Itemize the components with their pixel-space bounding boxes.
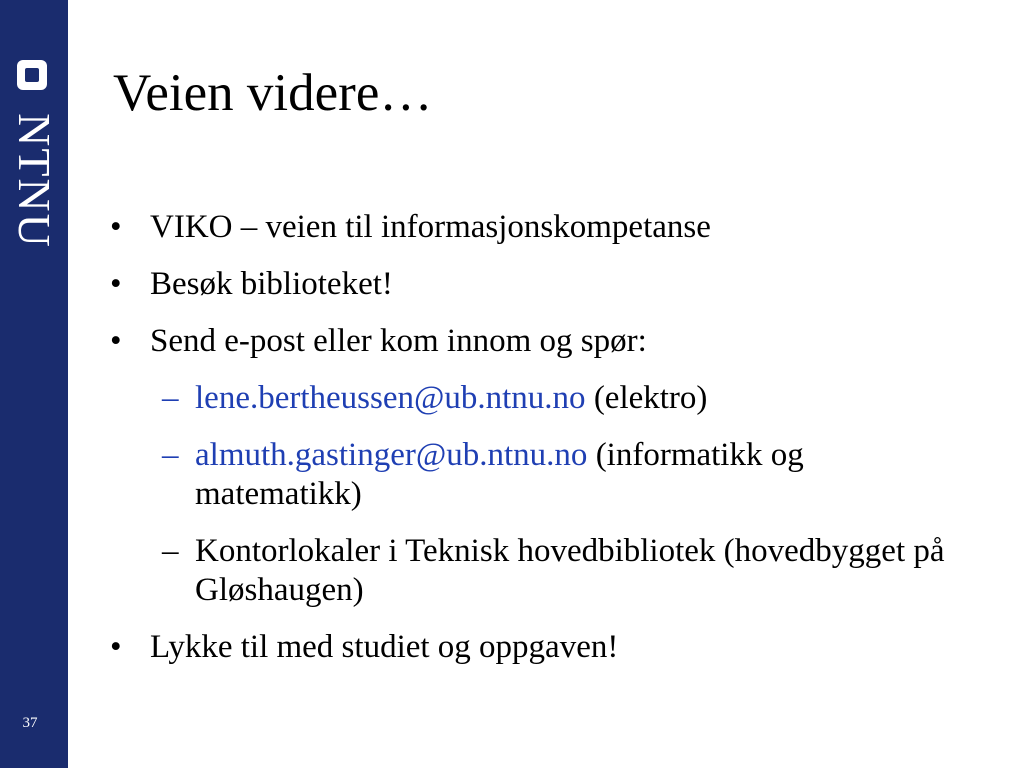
bullet-marker: • xyxy=(110,323,122,359)
sidebar xyxy=(0,0,68,768)
slide-content xyxy=(110,208,970,685)
email-link-lene[interactable]: lene.bertheussen@ub.ntnu.no xyxy=(195,380,586,416)
slide-title: Veien videre… xyxy=(113,64,433,122)
sub-marker: – xyxy=(162,380,179,416)
ntnu-logo xyxy=(9,96,61,266)
bullet-marker: • xyxy=(110,209,122,245)
bullet-text: VIKO – veien til informasjonskompetanse xyxy=(150,209,711,245)
bullet-item xyxy=(110,322,970,361)
bullet-text: Besøk biblioteket! xyxy=(150,266,393,302)
sub-item xyxy=(110,379,970,418)
sub-item xyxy=(110,532,970,610)
bullet-text: Send e-post eller kom innom og spør: xyxy=(150,323,647,359)
bullet-marker: • xyxy=(110,629,122,665)
sub-item xyxy=(110,436,970,514)
bullet-item xyxy=(110,628,970,667)
bullet-item xyxy=(110,265,970,304)
sub-item-text: (informatikk og matematikk) xyxy=(195,437,804,512)
ntnu-logo-text: NTNU xyxy=(9,113,61,249)
page-number: 37 xyxy=(22,715,38,731)
bullet-marker: • xyxy=(110,266,122,302)
sub-marker: – xyxy=(162,437,179,473)
sub-item-text: (elektro) xyxy=(585,380,708,416)
sub-marker: – xyxy=(162,533,179,569)
ntnu-logo-icon xyxy=(17,60,47,90)
bullet-text: Lykke til med studiet og oppgaven! xyxy=(150,629,619,665)
bullet-item xyxy=(110,208,970,247)
email-link-almuth[interactable]: almuth.gastinger@ub.ntnu.no xyxy=(195,437,588,473)
sub-item-text: Kontorlokaler i Teknisk hovedbibliotek (hovedbygget på Gløshaugen) xyxy=(195,533,945,608)
